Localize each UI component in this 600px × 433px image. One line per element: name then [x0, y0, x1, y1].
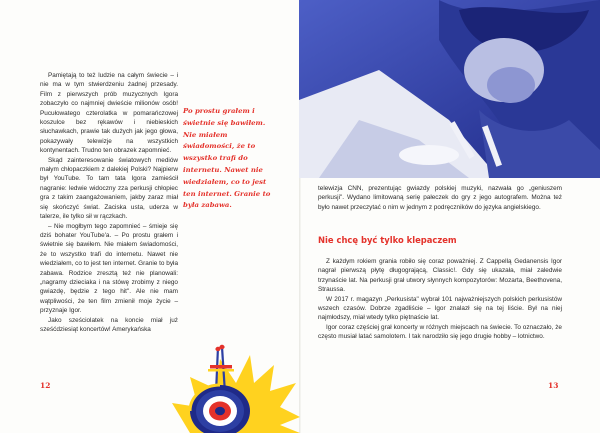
page-number-right: 13 — [548, 381, 559, 390]
right-page-top-text — [318, 184, 562, 212]
paragraph: Jako sześciolatek na koncie miał już sześćdziesiąt koncertów! Amerykańska — [40, 316, 178, 333]
photo-duotone — [299, 0, 600, 178]
paragraph: W 2017 r. magazyn „Perkusista" wybrał 101 najważniejszych polskich perkusistów wszech czasów. Dobrze zgadliście – Igor znalazł się na tej liście. Był na niej najmłodszy, miał wtedy tylko piętnaście lat. — [318, 295, 562, 322]
pull-quote: Po prostu grałem i świetnie się bawiłem. Nie miałem świadomości, że to wszystko trafi do internetu. Nawet nie wiedziałem, co to jest ten internet. Granie to była zabawa. — [183, 107, 271, 210]
photo-drummer — [299, 0, 600, 178]
paragraph: – Nie mogłbym tego zapomnieć – śmieje się dziś bohater YouTube'a. – Po prostu grałem i świetnie się bawiłem. Nie miałem świadomości, że to wszystko trafi do internetu. Nawet nie wiedziałem, co to jest ten internet. Granie to była zabawa. Rodzice zresztą też nie planowali: „nagramy dzieciaka i na stówę zrobimy z niego gwiazdę, będzie z tego hit". Ale nie mam wątpliwości, że ten film zmienił moje życie – przyznaje Igor. — [40, 222, 178, 315]
paragraph: Skąd zainteresowanie światowych mediów małym chłopaczkiem z dalekiej Polski? Najpierw był YouTube. To tam tata Igora zamieścił nagranie: ledwie widoczny zza perkusji chłopiec gra z takim zaangażowaniem, jakby zaraz miał się skończyć świat. Zaciska usta, uderza w talerze, ile tylko sił w rączkach. — [40, 156, 178, 221]
paragraph: Igor coraz częściej grał koncerty w różnych miejscach na świecie. To oznaczało, że często musiał latać samolotem. I tak narodziło się jego drugie hobby – lotnictwo. — [318, 323, 562, 341]
paragraph: telewizja CNN, prezentując gwiazdy polskiej muzyki, nazwała go „geniuszem perkusji". Wydano limitowaną serię pałeczek do gry z jego autografem. Można też było nawet przeczytać o nim w jednym z podręczników do języka angielskiego. — [318, 185, 562, 211]
section-heading: Nie chcę być tylko klepaczem — [318, 235, 457, 245]
paragraph: Z każdym rokiem grania robiło się coraz poważniej. Z Cappellą Gedanensis Igor nagrał pierwszą płytę długogrającą, Classic!. Gdy się ukazała, miał zaledwie trzynaście lat. Na perkusji grał utwory słynnych kompozytorów: Mozarta, Beethovena, Straussa. — [318, 258, 562, 294]
paragraph: Pamiętają to też ludzie na całym świecie – i nie ma w tym stwierdzeniu żadnej przesady. Film z pierwszych prób muzycznych Igora zobaczyło co najmniej dwieście milionów osób! Pucułowatego czterolatka w pomarańczowej koszulce bez rękawów i niebieskich słuchawkach, prawie tak dużych jak jego głowa, pokazywały telewizje na wszystkich kontynentach. Trudno ten obrazek zapomnieć. — [40, 72, 178, 155]
drum-illustration — [150, 325, 300, 433]
right-page-body-text — [318, 257, 562, 342]
left-page-text — [40, 71, 178, 334]
page-number-left: 12 — [40, 381, 51, 390]
